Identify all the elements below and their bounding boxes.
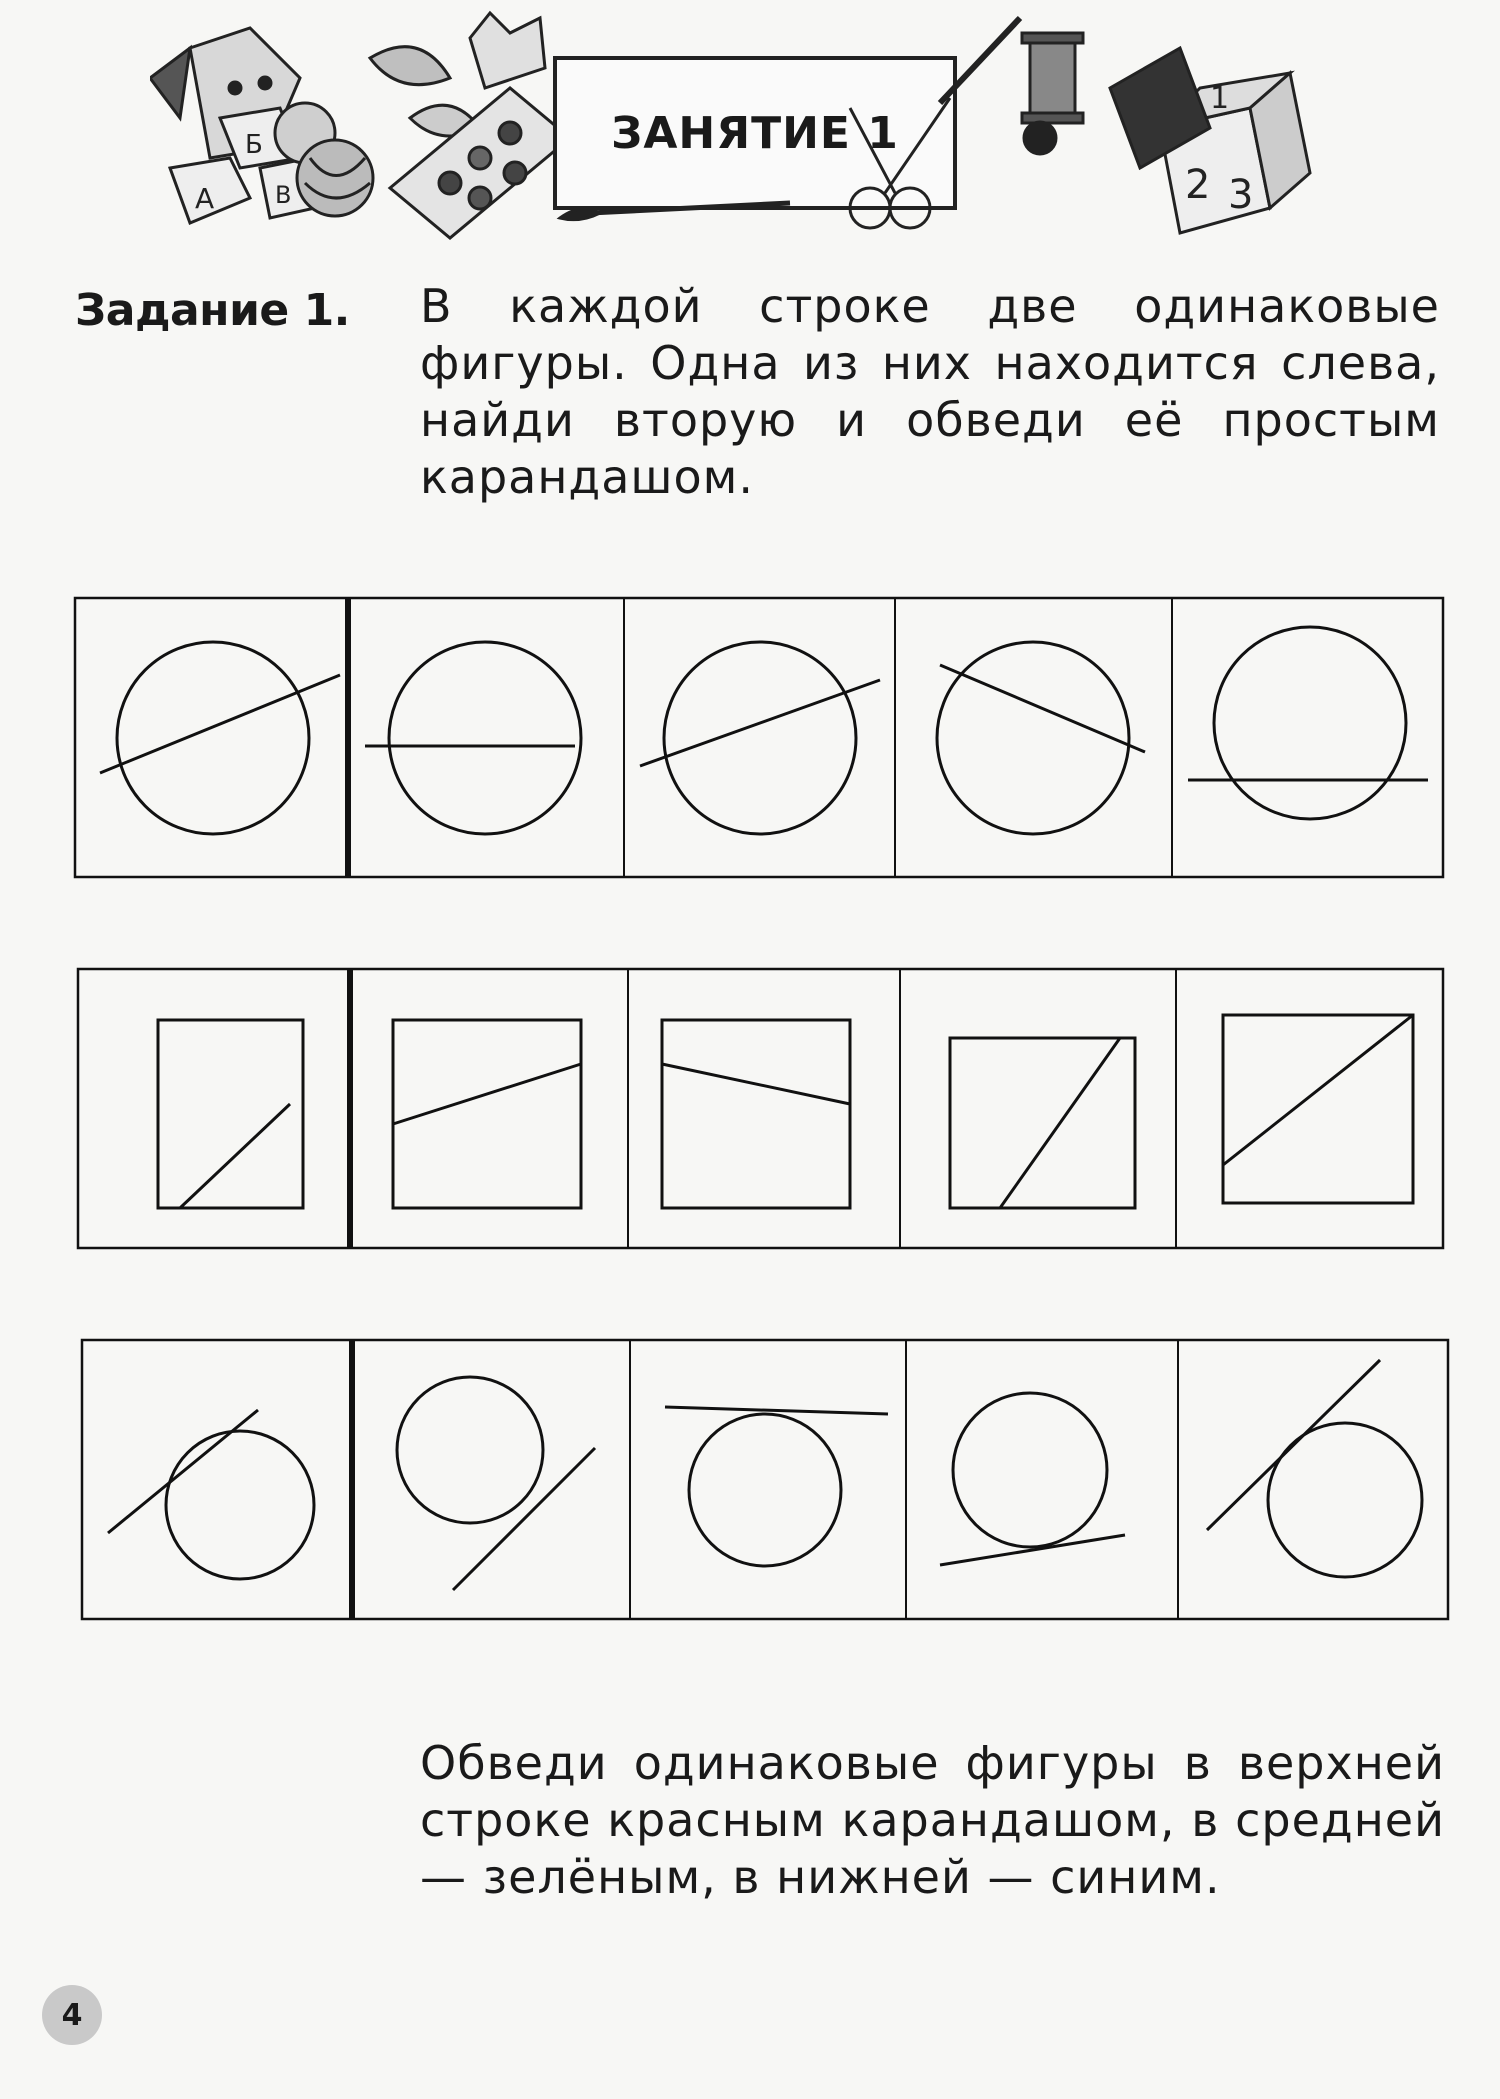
page-number: 4 — [42, 1985, 102, 2045]
figure-cell — [950, 1038, 1135, 1208]
instruction-text: Обведи одинаковые фигуры в верхней строке красным карандашом, в средней — зелёным, в нижней — синим. — [420, 1736, 1445, 1904]
figure-cell — [108, 1410, 314, 1579]
figure-cell — [397, 1377, 595, 1590]
figure-cell — [100, 642, 340, 834]
figure-cell — [1188, 627, 1428, 819]
figure-cell — [665, 1407, 888, 1566]
figure-cell — [937, 642, 1145, 834]
svg-text:1: 1 — [1210, 81, 1230, 116]
figure-cell — [393, 1020, 581, 1208]
svg-text:2: 2 — [1185, 162, 1211, 208]
svg-text:3: 3 — [1228, 172, 1254, 218]
figure-cell — [940, 1393, 1125, 1565]
svg-text:В: В — [275, 181, 292, 209]
lesson-title: ЗАНЯТИЕ 1 — [611, 107, 899, 159]
svg-text:А: А — [195, 182, 215, 215]
figure-cell — [158, 1020, 303, 1208]
figure-cell — [1207, 1360, 1422, 1577]
figure-cell — [640, 642, 880, 834]
figure-cell — [1223, 1015, 1413, 1203]
figure-row-3 — [82, 1340, 1448, 1619]
figure-cell — [662, 1020, 850, 1208]
svg-text:Б: Б — [245, 130, 263, 160]
figure-cell — [365, 642, 581, 834]
task-text: В каждой строке две одинаковые фигуры. Одна из них находится слева, найди вторую и обведи её простым карандашом. — [420, 279, 1440, 504]
figure-row-2 — [78, 969, 1443, 1248]
task-label: Задание 1. — [75, 285, 350, 336]
figure-row-1 — [75, 598, 1443, 877]
